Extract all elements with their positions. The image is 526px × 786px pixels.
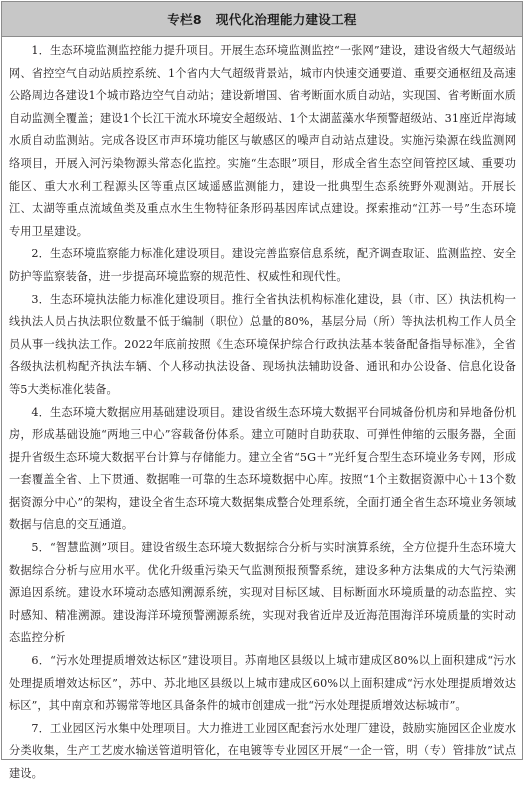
project-item-1: 1．生态环境监测监控能力提升项目。开展生态环境监测监控“一张网”建设，建设省级大气超级站网、省控空气自动站质控系统、1个省内大气超级背景站，城市内快速交通要道、重要交通枢纽及高速公路周边各建设1个城市路边空气自动站；建设新增国、省考断面水质自动站，实现国、省考断面水质自动监测全覆盖；建设1个长江干流水环境安全超级站、1个太湖蓝藻水华预警超级站、31座近岸海域水质自动监测站。完成各设区市声环境功能区与敏感区的噪声自动站点建设。实施污染源在线监测网络项目，开展入河污染物源头常态化监控。实施“生态眼”项目，形成全省生态空间管控区域、重要功能区、重大水利工程源头区等重点区域遥感监测能力，建设一批典型生态系统野外观测站。开展长江、太湖等重点流域鱼类及重点水生生物特征条形码基因库试点建设。探索推动“江苏一号”生态环境专用卫星建设。 xyxy=(9,44,516,238)
project-item-5: 5．“智慧监测”项目。建设省级生态环境大数据综合分析与实时演算系统，全方位提升生态环境大数据综合分析与应用水平。优化升级重污染天气监测预报预警系统，建设多种方法集成的大气污染溯源追因系统。建设水环境动态感知溯源系统，实现对目标区域、目标断面水环境质量的动态监控、实时感知、精准溯源。建设海洋环境预警溯源系统，实现对我省近岸及近海范围海洋环境质量的实时动态监控分析 xyxy=(9,541,516,645)
project-item-4: 4．生态环境大数据应用基础建设项目。建设省级生态环境大数据平台同城备份机房和异地备份机房，形成基础设施“两地三中心”容载备份体系。建立可随时自助获取、可弹性伸缩的云服务器，全面提升省级生态环境大数据平台计算与存储能力。建立全省“5G＋”光纤复合型生态环境业务专网，形成一套覆盖全省、上下贯通、数据唯一可靠的生态环境数据中心库。按照“1个主数据资源中心＋13个数据资源分中心”的架构，建设全省生态环境大数据集成整合处理系统，全面打通全省生态环境业务领域数据与信息的交互通道。 xyxy=(9,405,516,532)
project-item-2: 2．生态环境监察能力标准化建设项目。建设完善监察信息系统，配齐调查取证、监测监控、安全防护等监察装备，进一步提高环境监察的规范性、权威性和现代性。 xyxy=(9,247,516,283)
column-box xyxy=(1,1,523,780)
column-body xyxy=(2,37,522,786)
project-item-6: 6．“污水处理提质增效达标区”建设项目。苏南地区县级以上城市建成区80%以上面积建成“污水处理提质增效达标区”，苏中、苏北地区县级以上城市建成区60%以上面积建成“污水处理提质增效达标区”，其中南京和苏锡常等地区具备条件的城市创建成一批“污水处理提质增效达标城市”。 xyxy=(9,654,516,713)
column-header xyxy=(2,2,522,37)
column-title xyxy=(167,10,356,28)
column-heading: 现代化治理能力建设工程 xyxy=(215,12,357,27)
project-item-3: 3．生态环境执法能力标准化建设项目。推行全省执法机构标准化建设，县（市、区）执法机构一线执法人员占执法职位数量不低于编制（职位）总量的80%，基层分局（所）等执法机构工作人员全员从事一线执法工作。2022年底前按照《生态环境保护综合行政执法基本装备配备指导标准》，全省各级执法机构配齐执法车辆、个人移动执法设备、现场执法辅助设备、通讯和办公设备、信息化设备等5大类标准化装备。 xyxy=(9,292,516,396)
project-item-7: 7．工业园区污水集中处理项目。大力推进工业园区配套污水处理厂建设，鼓励实施园区企业废水分类收集，生产工艺废水输送管道明管化，在电镀等专业园区开展“一企一管，明（专）管排放”试点建设。 xyxy=(9,721,516,780)
column-label: 专栏8 xyxy=(167,12,202,27)
